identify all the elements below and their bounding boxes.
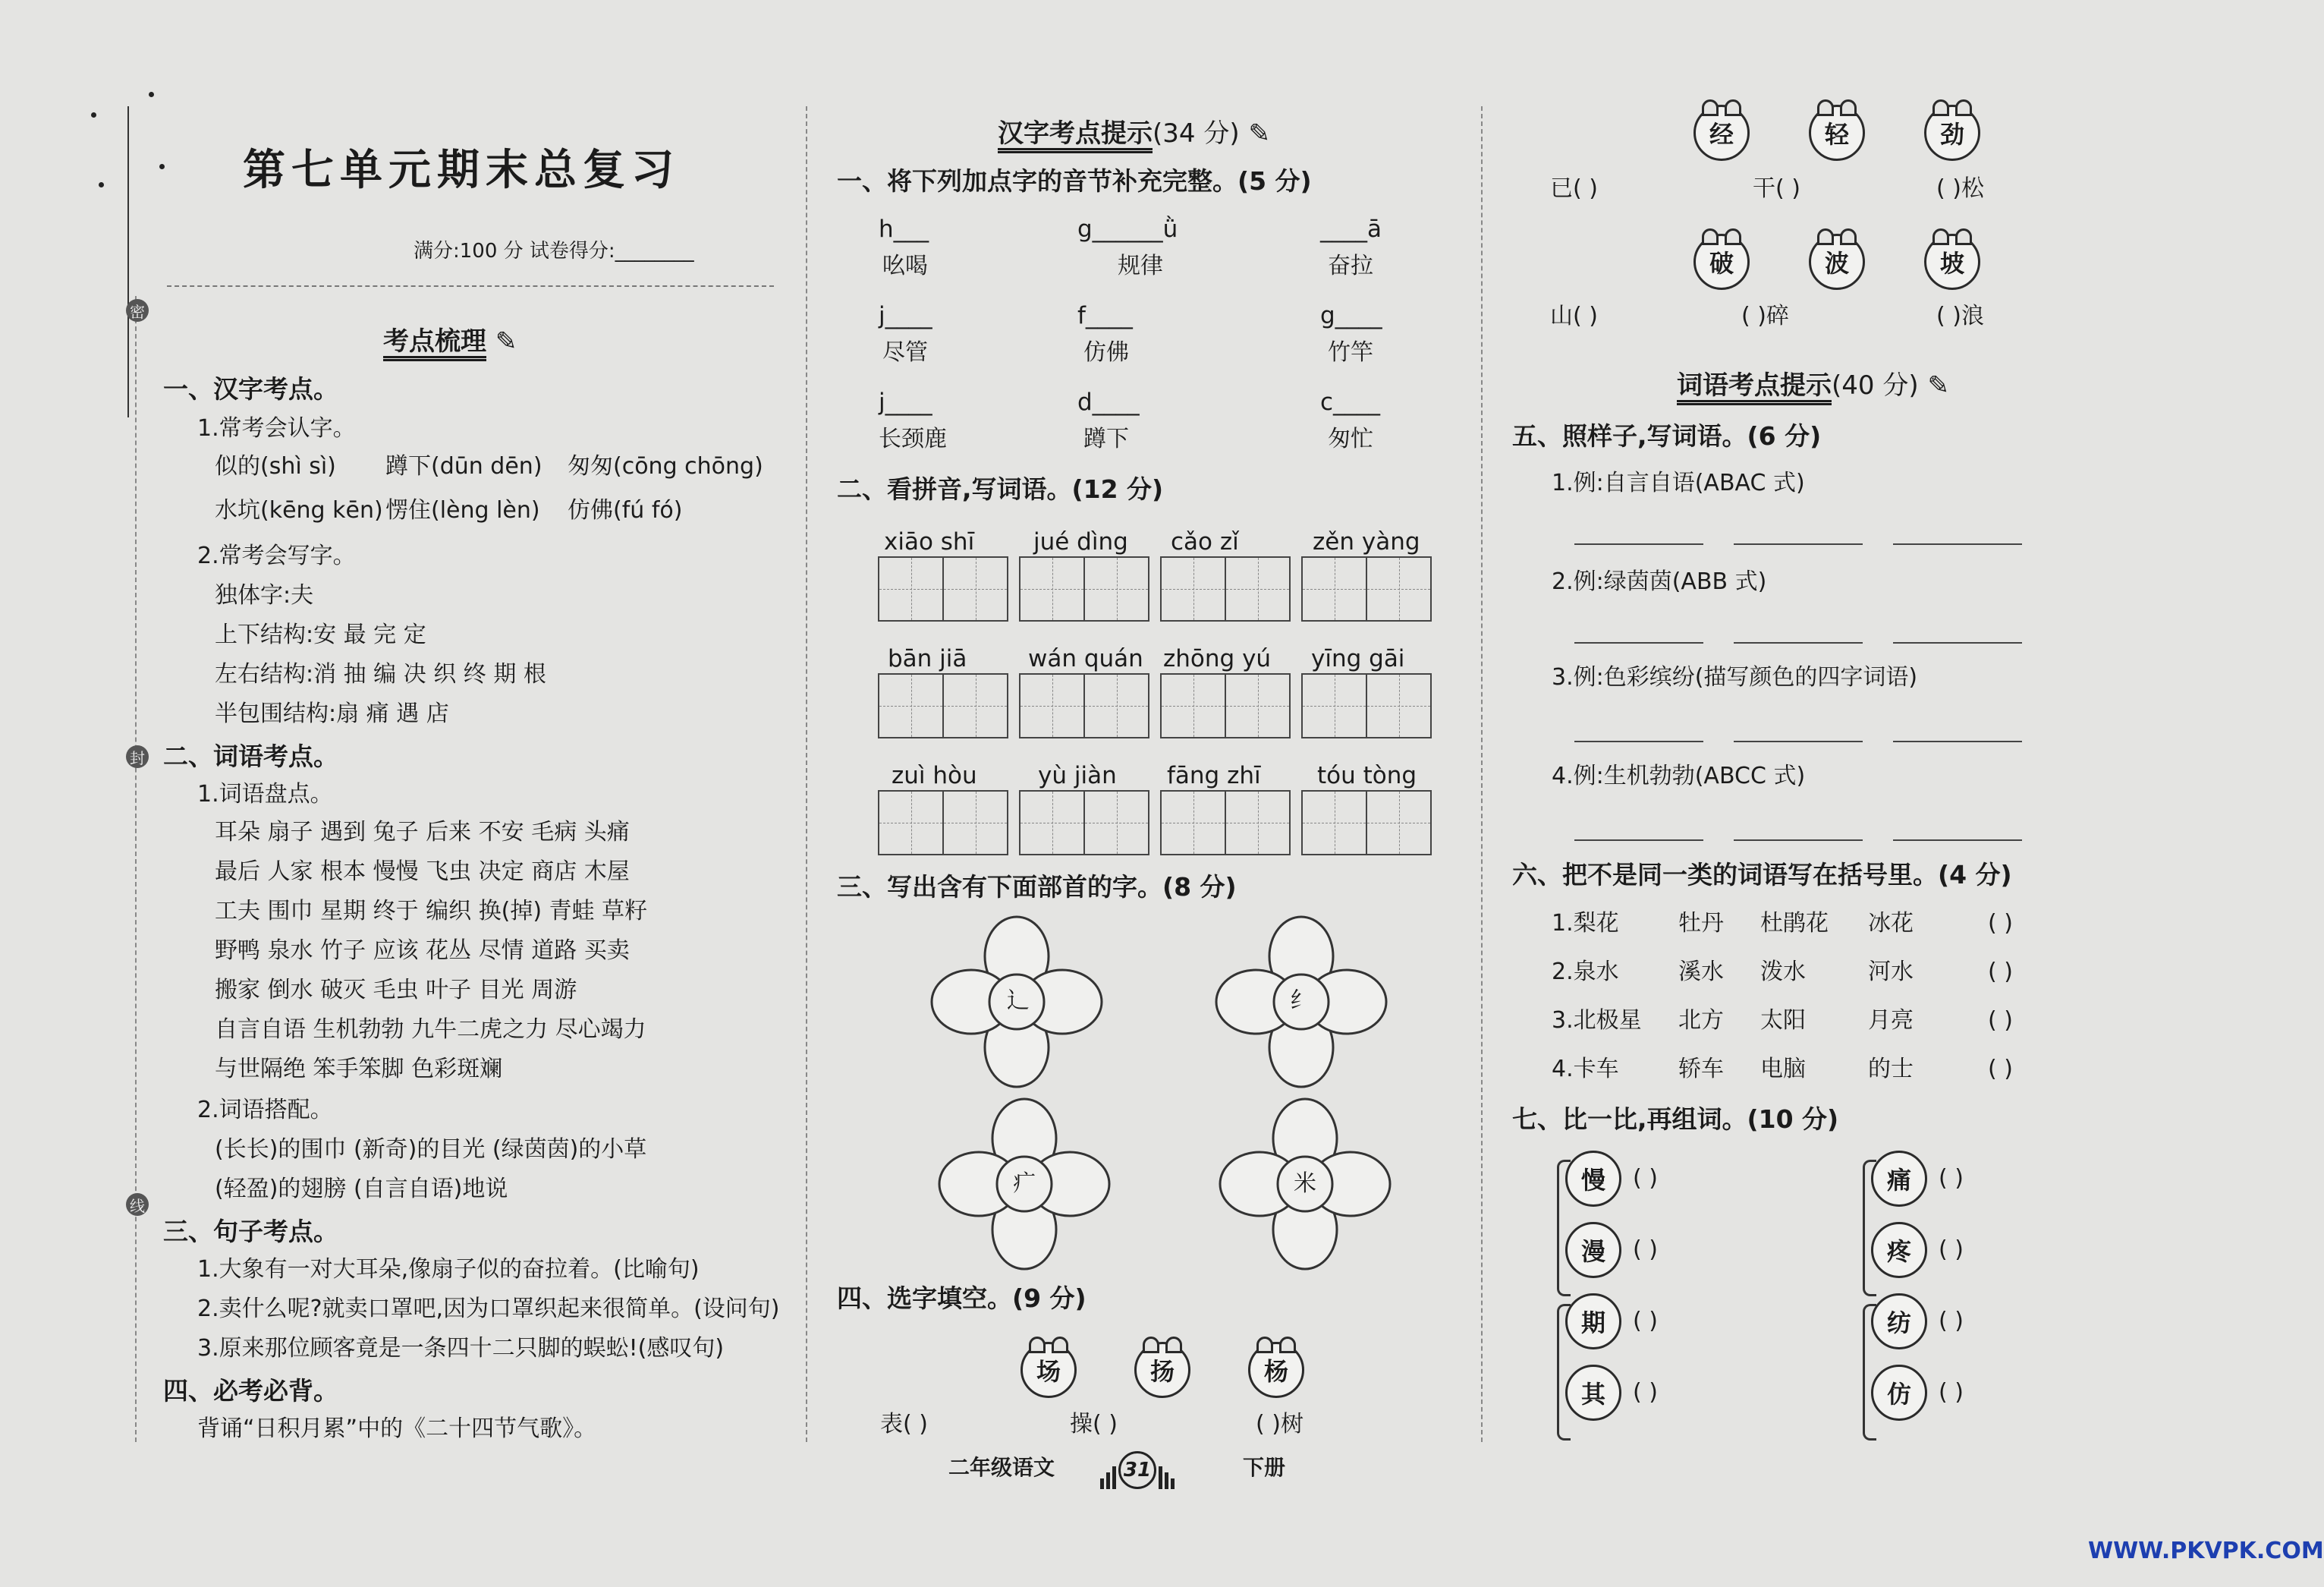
reading-figure-icon: ✎	[1248, 118, 1270, 149]
review-item-2-1: 1.词语盘点。	[197, 781, 333, 808]
writing-grid[interactable]	[1019, 673, 1149, 738]
pinyin-word: 匆忙	[1328, 426, 1373, 452]
writing-grid[interactable]	[1160, 673, 1291, 738]
answer-parens[interactable]: ( )	[1939, 1308, 1964, 1334]
review-part-1: 一、汉字考点。	[163, 374, 338, 404]
char-badge: 漫	[1565, 1222, 1621, 1278]
char-badge: 破	[1693, 234, 1750, 290]
polyphone-item: 匆匆(cōng chōng)	[568, 453, 763, 480]
q6-word: 的士	[1868, 1056, 1914, 1082]
radical-label: 纟	[1290, 987, 1313, 1014]
pinyin-word: 吆喝	[882, 253, 928, 279]
answer-line[interactable]	[1893, 642, 2022, 644]
polyphone-item: 蹲下(dūn dēn)	[385, 453, 542, 480]
pinyin-word: 奋拉	[1328, 253, 1373, 279]
question-5: 五、照样子,写词语。(6 分)	[1512, 421, 1822, 451]
answer-parens[interactable]: ( )	[1939, 1379, 1964, 1406]
fill-blank[interactable]: 山( )	[1550, 303, 1598, 329]
answer-line[interactable]	[1734, 543, 1863, 545]
word-row: 工夫 围巾 星期 终于 编织 换(掉) 青蛙 草籽	[215, 898, 648, 924]
binding-dot	[149, 92, 154, 97]
writing-grid[interactable]	[1301, 556, 1432, 622]
answer-line[interactable]	[1574, 642, 1703, 644]
pinyin-blank[interactable]: f____	[1077, 302, 1133, 329]
pinyin-label: jué dìng	[1033, 528, 1128, 556]
q6-word: 溪水	[1678, 959, 1724, 985]
structure-row: 半包围结构:扇 痛 遇 店	[215, 701, 449, 727]
pinyin-label: yù jiàn	[1038, 762, 1117, 789]
seal-mark-mi: 密	[126, 299, 149, 322]
answer-parens[interactable]: ( )	[1633, 1236, 1658, 1263]
pinyin-label: yīng gāi	[1311, 645, 1405, 672]
writing-grid[interactable]	[878, 556, 1008, 622]
char-badge: 慢	[1565, 1151, 1621, 1207]
seal-mark-xian: 线	[126, 1193, 149, 1216]
structure-row: 独体字:夫	[215, 582, 314, 609]
writing-grid[interactable]	[1301, 790, 1432, 855]
char-badge: 劲	[1924, 105, 1980, 161]
pinyin-word: 仿佛	[1083, 339, 1129, 366]
answer-line[interactable]	[1574, 741, 1703, 742]
review-item-2-2: 2.词语搭配。	[197, 1097, 333, 1123]
q6-word: 冰花	[1868, 910, 1914, 937]
pinyin-blank[interactable]: ____ā	[1320, 216, 1382, 243]
answer-line[interactable]	[1734, 839, 1863, 841]
writing-grid[interactable]	[1160, 556, 1291, 622]
q6-word: 北方	[1678, 1007, 1724, 1034]
sentence-row: 1.大象有一对大耳朵,像扇子似的奋拉着。(比喻句)	[197, 1256, 700, 1283]
fill-blank[interactable]: ( )碎	[1741, 303, 1789, 329]
review-part-2: 二、词语考点。	[163, 742, 338, 771]
binding-line	[127, 106, 129, 417]
answer-parens[interactable]: ( )	[1633, 1165, 1658, 1192]
char-badge: 场	[1020, 1342, 1077, 1398]
seal-line	[135, 296, 137, 1442]
pinyin-blank[interactable]: h___	[879, 216, 929, 243]
example-item: 1.例:自言自语(ABAC 式)	[1552, 470, 1805, 496]
question-1: 一、将下列加点字的音节补充完整。(5 分)	[837, 166, 1312, 196]
writing-grid[interactable]	[1019, 790, 1149, 855]
writing-grid[interactable]	[1019, 556, 1149, 622]
answer-line[interactable]	[1734, 741, 1863, 742]
q6-word: 河水	[1868, 959, 1914, 985]
word-row: 耳朵 扇子 遇到 兔子 后来 不安 毛病 头痛	[215, 819, 630, 845]
watermark: WWW.PKVPK.COM	[2088, 1538, 2324, 1564]
char-badge: 轻	[1809, 105, 1865, 161]
pinyin-label: zěn yàng	[1313, 528, 1420, 556]
sentence-row: 3.原来那位顾客竟是一条四十二只脚的蜈蚣!(感叹句)	[197, 1335, 725, 1362]
q6-word: 1.梨花	[1552, 910, 1619, 937]
pinyin-word: 蹲下	[1083, 426, 1129, 452]
collocation-row: (轻盈)的翅膀 (自言自语)地说	[215, 1176, 508, 1202]
pinyin-label: wán quán	[1028, 645, 1143, 672]
fill-blank[interactable]: 干( )	[1753, 175, 1800, 202]
answer-line[interactable]	[1574, 543, 1703, 545]
answer-parens[interactable]: ( )	[1939, 1165, 1964, 1192]
char-badge: 波	[1809, 234, 1865, 290]
pinyin-label: fāng zhī	[1167, 762, 1261, 789]
divider	[167, 285, 774, 287]
example-item: 3.例:色彩缤纷(描写颜色的四字词语)	[1552, 664, 1918, 691]
structure-row: 左右结构:消 抽 编 决 织 终 期 根	[215, 661, 546, 688]
answer-line[interactable]	[1574, 839, 1703, 841]
answer-line[interactable]	[1734, 642, 1863, 644]
question-7: 七、比一比,再组词。(10 分)	[1512, 1104, 1839, 1134]
footer-grade: 二年级语文	[948, 1455, 1055, 1480]
char-badge: 仿	[1871, 1365, 1927, 1421]
char-badge: 经	[1693, 105, 1750, 161]
word-row: 野鸭 泉水 竹子 应该 花丛 尽情 道路 买卖	[215, 937, 630, 964]
binding-dot	[91, 112, 96, 118]
answer-parens[interactable]: ( )	[1988, 959, 2013, 985]
pinyin-word: 尽管	[882, 339, 928, 366]
char-badge: 痛	[1871, 1151, 1927, 1207]
answer-line[interactable]	[1893, 839, 2022, 841]
answer-parens[interactable]: ( )	[1633, 1379, 1658, 1406]
section-title-ciyu: 词语考点提示(40 分) ✎	[1677, 370, 1949, 401]
pinyin-blank[interactable]: d____	[1077, 389, 1140, 416]
polyphone-item: 似的(shì sì)	[215, 453, 336, 480]
page-number-bars-icon	[1100, 1447, 1176, 1489]
fill-blank[interactable]: 已( )	[1550, 175, 1598, 202]
word-row: 自言自语 生机勃勃 九牛二虎之力 尽心竭力	[215, 1016, 646, 1043]
pinyin-label: cǎo zǐ	[1171, 528, 1239, 556]
pinyin-word: 长颈鹿	[879, 426, 947, 452]
pinyin-label: bān jiā	[888, 645, 967, 672]
fill-blank[interactable]: ( )树	[1256, 1411, 1304, 1437]
fill-blank[interactable]: ( )松	[1936, 175, 1984, 202]
fill-blank[interactable]: 操( )	[1070, 1411, 1118, 1437]
pinyin-blank[interactable]: j____	[879, 389, 932, 416]
pinyin-blank[interactable]: c____	[1320, 389, 1381, 416]
writing-grid[interactable]	[878, 790, 1008, 855]
question-2: 二、看拼音,写词语。(12 分)	[837, 474, 1164, 504]
pinyin-word: 竹竿	[1328, 339, 1373, 366]
pinyin-blank[interactable]: g______ǜ	[1077, 216, 1178, 243]
writing-grid[interactable]	[1160, 790, 1291, 855]
char-badge: 疼	[1871, 1222, 1927, 1278]
question-3: 三、写出含有下面部首的字。(8 分)	[837, 872, 1237, 902]
pinyin-label: zuì hòu	[892, 762, 977, 789]
answer-line[interactable]	[1893, 741, 2022, 742]
polyphone-item: 水坑(kēng kēn)	[215, 497, 383, 524]
q6-word: 3.北极星	[1552, 1007, 1642, 1034]
fill-blank[interactable]: 表( )	[880, 1411, 928, 1437]
radical-label: 辶	[1007, 987, 1030, 1014]
page-title: 第七单元期末总复习	[243, 146, 680, 195]
polyphone-item: 仿佛(fú fó)	[568, 497, 683, 524]
answer-parens[interactable]: ( )	[1939, 1236, 1964, 1263]
score-line: 满分:100 分 试卷得分:________	[414, 240, 694, 263]
answer-parens[interactable]: ( )	[1988, 1056, 2013, 1082]
section-title-hanzi: 汉字考点提示(34 分) ✎	[998, 118, 1270, 149]
q6-word: 太阳	[1760, 1007, 1806, 1034]
answer-parens[interactable]: ( )	[1633, 1308, 1658, 1334]
pinyin-label: xiāo shī	[884, 528, 975, 556]
collocation-row: (长长)的围巾 (新奇)的目光 (绿茵茵)的小草	[215, 1136, 647, 1163]
char-badge: 其	[1565, 1365, 1621, 1421]
answer-parens[interactable]: ( )	[1988, 910, 2013, 937]
pinyin-blank[interactable]: g____	[1320, 302, 1382, 329]
section-title-review: 考点梳理 ✎	[383, 326, 517, 357]
polyphone-item: 愣住(lèng lèn)	[385, 497, 540, 524]
review-item-1-1: 1.常考会认字。	[197, 415, 356, 442]
word-row: 搬家 倒水 破灭 毛虫 叶子 目光 周游	[215, 977, 577, 1003]
question-4: 四、选字填空。(9 分)	[837, 1283, 1087, 1313]
footer-volume: 下册	[1243, 1455, 1286, 1480]
writing-grid[interactable]	[1301, 673, 1432, 738]
fill-blank[interactable]: ( )浪	[1936, 303, 1984, 329]
word-row: 最后 人家 根本 慢慢 飞虫 决定 商店 木屋	[215, 858, 630, 885]
q6-word: 4.卡车	[1552, 1056, 1619, 1082]
sentence-row: 2.卖什么呢?就卖口罩吧,因为口罩织起来很简单。(设问句)	[197, 1296, 780, 1322]
radical-label: 米	[1294, 1170, 1316, 1197]
q6-word: 泼水	[1760, 959, 1806, 985]
writing-grid[interactable]	[878, 673, 1008, 738]
review-part-3: 三、句子考点。	[163, 1217, 338, 1246]
answer-parens[interactable]: ( )	[1988, 1007, 2013, 1034]
example-item: 2.例:绿茵茵(ABB 式)	[1552, 568, 1767, 595]
char-badge: 期	[1565, 1293, 1621, 1349]
column-divider	[806, 106, 807, 1442]
char-badge: 杨	[1248, 1342, 1304, 1398]
q6-word: 月亮	[1868, 1007, 1914, 1034]
review-item-1-2: 2.常考会写字。	[197, 543, 356, 569]
q6-word: 轿车	[1678, 1056, 1724, 1082]
radical-label: 疒	[1013, 1170, 1036, 1197]
example-item: 4.例:生机勃勃(ABCC 式)	[1552, 763, 1806, 789]
pinyin-word: 规律	[1118, 253, 1163, 279]
binding-dot	[159, 164, 165, 169]
binding-dot	[99, 182, 104, 187]
q6-word: 杜鹃花	[1760, 910, 1829, 937]
answer-line[interactable]	[1893, 543, 2022, 545]
pinyin-blank[interactable]: j____	[879, 302, 932, 329]
recite-row: 背诵“日积月累”中的《二十四节气歌》。	[197, 1415, 597, 1442]
q6-word: 2.泉水	[1552, 959, 1619, 985]
pinyin-label: zhōng yú	[1163, 645, 1272, 672]
seal-mark-feng: 封	[126, 745, 149, 768]
column-divider	[1481, 106, 1483, 1442]
word-row: 与世隔绝 笨手笨脚 色彩斑斓	[215, 1056, 503, 1082]
reading-figure-icon: ✎	[1927, 370, 1949, 401]
question-6: 六、把不是同一类的词语写在括号里。(4 分)	[1512, 860, 2012, 890]
structure-row: 上下结构:安 最 完 定	[215, 622, 426, 648]
q6-word: 牡丹	[1678, 910, 1724, 937]
char-badge: 坡	[1924, 234, 1980, 290]
reading-figure-icon: ✎	[495, 326, 517, 357]
review-part-4: 四、必考必背。	[163, 1376, 338, 1406]
q6-word: 电脑	[1760, 1056, 1806, 1082]
pinyin-label: tóu tòng	[1317, 762, 1417, 789]
char-badge: 扬	[1134, 1342, 1190, 1398]
page-number: 31	[1118, 1451, 1156, 1489]
char-badge: 纺	[1871, 1293, 1927, 1349]
